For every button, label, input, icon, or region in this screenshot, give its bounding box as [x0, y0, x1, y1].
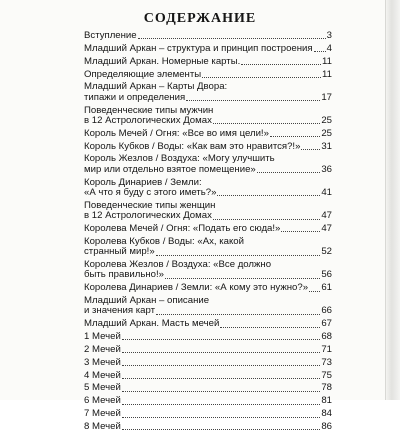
toc-page-number: 4: [326, 42, 332, 54]
toc-page-number: 66: [321, 305, 332, 317]
toc-entry-text: Король Кубков / Воды: «Как вам это нравится?!»: [84, 140, 301, 152]
toc-page-number: 67: [321, 318, 332, 330]
toc-page-number: 25: [321, 114, 332, 126]
toc-page-number: 25: [321, 127, 332, 139]
toc-entry-text: 8 Мечей: [84, 421, 121, 432]
toc-entry-text: Определяющие элементы: [84, 68, 202, 80]
toc-page-number: 84: [321, 408, 332, 420]
toc-entry: [84, 93, 332, 103]
toc-entry-text: странный мир!»: [84, 246, 155, 258]
toc-entry: [84, 31, 332, 41]
toc-entry: Король Жезлов / Воздуха: «Могу улучшить: [84, 153, 275, 165]
toc-leader-dots: [220, 327, 320, 328]
toc-entry-text: в 12 Астрологических Домах: [84, 114, 212, 126]
toc-entry: Король Динариев / Земли:: [84, 176, 202, 188]
toc-entry-text: Королева Динариев / Земли: «А кому это нужно?»: [84, 282, 309, 294]
toc-entry: [84, 270, 332, 280]
toc-leader-dots: [122, 365, 321, 366]
toc-page-number: 56: [321, 269, 332, 281]
toc-entry: [84, 44, 332, 54]
toc-entry-text: Младший Аркан. Номерные карты.: [84, 55, 241, 67]
toc-page-number: 52: [321, 246, 332, 258]
toc-entry: [84, 345, 332, 355]
toc-page-number: 73: [321, 356, 332, 368]
toc-page-number: 61: [321, 282, 332, 294]
toc-leader-dots: [156, 314, 320, 315]
toc-entry-text: 3 Мечей: [84, 356, 121, 368]
toc-leader-dots: [122, 404, 321, 405]
toc-leader-dots: [301, 149, 320, 150]
toc-entry: [84, 283, 332, 293]
toc-leader-dots: [217, 195, 320, 196]
toc-entry-text: 7 Мечей: [84, 408, 121, 420]
toc-entry-text: в 12 Астрологических Домах: [84, 210, 212, 222]
toc-entry: Младший Аркан – Карты Двора:: [84, 81, 228, 93]
toc-entry: [84, 224, 332, 234]
toc-entry: [84, 70, 332, 80]
toc-page-number: 75: [321, 369, 332, 381]
toc-page-number: 71: [321, 343, 332, 355]
toc-entry-text: «А что я буду с этого иметь?»: [84, 186, 217, 198]
toc-entry: [84, 396, 332, 406]
toc-entry: Королева Жезлов / Воздуха: «Все должно: [84, 259, 272, 271]
toc-entry: [84, 422, 332, 432]
toc-entry: [84, 409, 332, 419]
toc-leader-dots: [156, 255, 321, 256]
toc-entry: [84, 358, 332, 368]
toc-entry: Младший Аркан – описание: [84, 295, 210, 307]
toc-leader-dots: [314, 51, 326, 52]
toc-entry-text: Вступление: [84, 30, 137, 41]
toc-leader-dots: [165, 278, 320, 279]
toc-leader-dots: [257, 172, 321, 173]
toc-entry: [84, 332, 332, 342]
toc-page-number: 68: [321, 331, 332, 343]
toc-entry: [84, 383, 332, 393]
toc-entry: [84, 142, 332, 152]
toc-entry-text: мир или отдельно взятое помещение»: [84, 163, 256, 175]
toc-page-number: 78: [321, 382, 332, 394]
toc-entry: [84, 371, 332, 381]
toc-entry-text: Королева Мечей / Огня: «Подать его сюда!»: [84, 223, 281, 234]
toc-leader-dots: [270, 136, 320, 137]
toc-entry-text: 2 Мечей: [84, 343, 121, 355]
toc-entry: Поведенческие типы мужчин: [84, 104, 214, 116]
toc-leader-dots: [122, 429, 321, 430]
toc-entry: [84, 165, 332, 175]
toc-page-number: 17: [321, 91, 332, 103]
toc-leader-dots: [122, 352, 321, 353]
page-edge: [386, 0, 400, 400]
toc-leader-dots: [122, 339, 321, 340]
toc-entry: [84, 57, 332, 67]
toc-leader-dots: [241, 64, 321, 65]
toc-page-number: 47: [321, 210, 332, 222]
toc-entry-text: Младший Аркан. Масть мечей: [84, 318, 220, 330]
toc-page-number: 47: [321, 223, 332, 234]
toc-leader-dots: [202, 77, 321, 78]
toc-entry: [84, 211, 332, 221]
toc-page-number: 41: [321, 186, 332, 198]
toc-entry-text: типажи и определения: [84, 91, 186, 103]
toc-entry-text: быть правильно!»: [84, 269, 165, 281]
toc-entry-text: 4 Мечей: [84, 369, 121, 381]
toc-entry-text: Младший Аркан – структура и принцип построения: [84, 42, 313, 54]
toc-entry: Королева Кубков / Воды: «Ах, какой: [84, 235, 244, 247]
toc-page-number: 11: [322, 68, 332, 80]
toc-leader-dots: [122, 378, 321, 379]
toc-page-number: 11: [322, 55, 332, 67]
toc-entry-text: Король Мечей / Огня: «Все во имя цели!»: [84, 127, 269, 139]
toc-entry: [84, 188, 332, 198]
toc-leader-dots: [309, 291, 320, 292]
toc-leader-dots: [186, 100, 320, 101]
toc-leader-dots: [213, 219, 320, 220]
toc-entry: [84, 319, 332, 329]
toc-entry-text: 1 Мечей: [84, 331, 121, 343]
toc-entry-text: 6 Мечей: [84, 395, 121, 407]
table-of-contents: [84, 31, 332, 432]
toc-entry: [84, 247, 332, 257]
toc-leader-dots: [213, 123, 320, 124]
page-title: СОДЕРЖАНИЕ: [143, 11, 257, 26]
toc-leader-dots: [122, 391, 321, 392]
toc-entry: [84, 116, 332, 126]
toc-page-number: 31: [321, 140, 332, 152]
toc-page-number: 36: [321, 163, 332, 175]
toc-entry: [84, 306, 332, 316]
toc-entry-text: и значения карт: [84, 305, 155, 317]
toc-entry-text: 5 Мечей: [84, 382, 121, 394]
toc-leader-dots: [281, 231, 320, 232]
toc-entry: [84, 129, 332, 139]
toc-page-number: 86: [321, 421, 332, 432]
toc-page-number: 81: [321, 395, 332, 407]
toc-entry: Поведенческие типы женщин: [84, 199, 216, 211]
toc-leader-dots: [122, 417, 321, 418]
toc-page-number: 3: [326, 30, 332, 41]
toc-leader-dots: [138, 38, 326, 39]
